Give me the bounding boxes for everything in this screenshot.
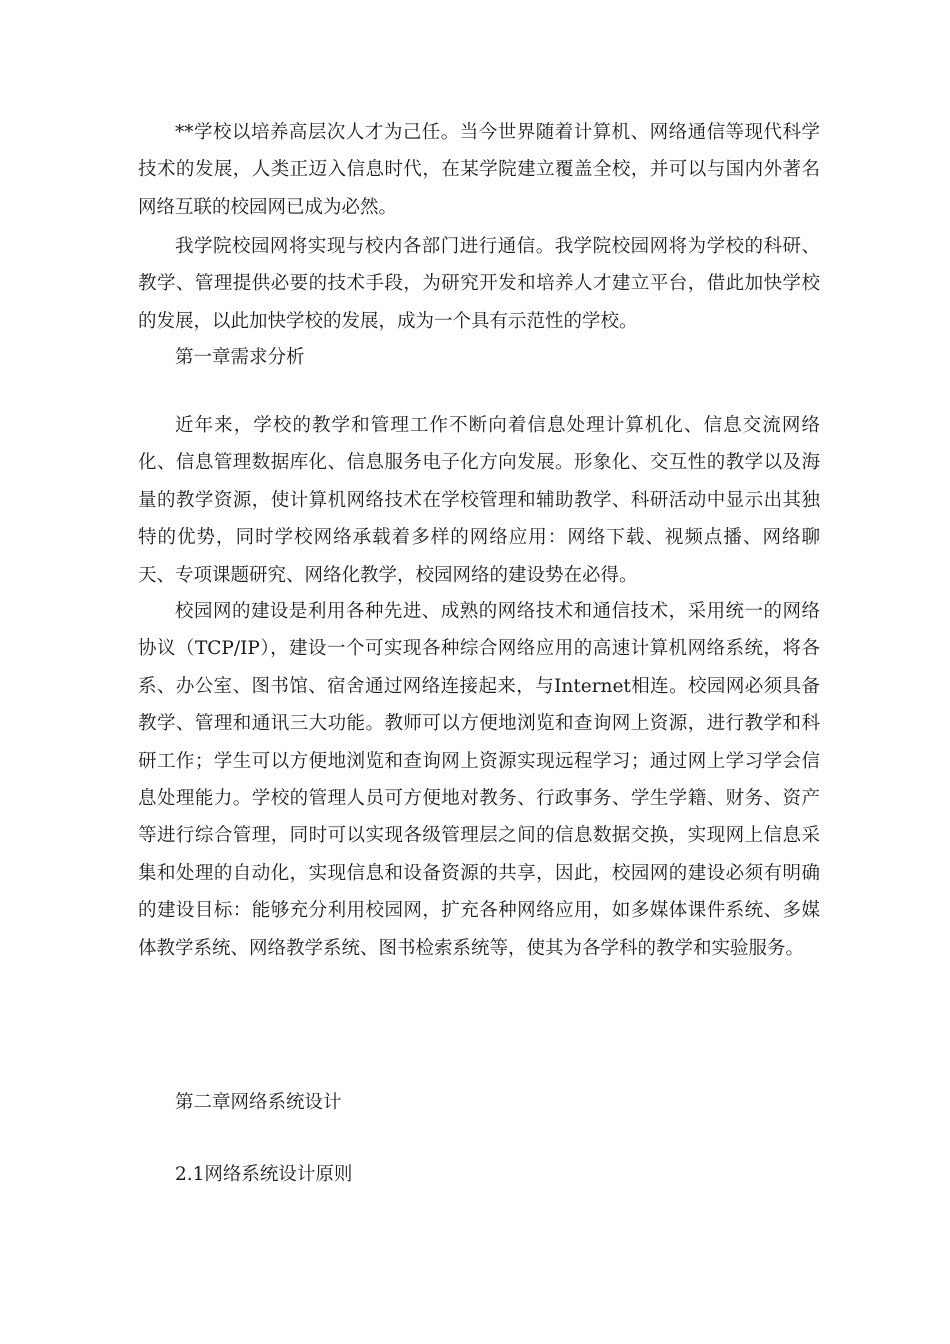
campus-network-paragraph: 我学院校园网将实现与校内各部门进行通信。我学院校园网将为学校的科研、教学、管理提供必要的技术手段，为研究开发和培养人才建立平台，借此加快学校的发展，以此加快学校的发展，成为一个具有示范性的学校。 xyxy=(138,236,820,332)
section-2-1-heading: 2.1网络系统设计原则 xyxy=(175,1164,353,1185)
chapter-2-heading: 第二章网络系统设计 xyxy=(175,1092,342,1113)
requirements-paragraph: 近年来，学校的教学和管理工作不断向着信息处理计算机化、信息交流网络化、信息管理数据库化、信息服务电子化方向发展。形象化、交互性的教学以及海量的教学资源，使计算机网络技术在学校管理和辅助教学、科研活动中显示出其独特的优势，同时学校网络承载着多样的网络应用：网络下载、视频点播、网络聊天、专项课题研究、网络化教学，校园网络的建设势在必得。 xyxy=(138,415,820,586)
intro-paragraph: **学校以培养高层次人才为己任。当今世界随着计算机、网络通信等现代科学技术的发展，人类正迈入信息时代，在某学院建立覆盖全校，并可以与国内外著名网络互联的校园网已成为必然。 xyxy=(138,122,820,218)
network-construction-paragraph: 校园网的建设是利用各种先进、成熟的网络技术和通信技术，采用统一的网络协议（TCP/IP），建设一个可实现各种综合网络应用的高速计算机网络系统，将各系、办公室、图书馆、宿舍通过网络连接起来，与Internet相连。校园网必须具备教学、管理和通讯三大功能。教师可以方便地浏览和查询网上资源，进行教学和科研工作；学生可以方便地浏览和查询网上资源实现远程学习；通过网上学习学会信息处理能力。学校的管理人员可方便地对教务、行政事务、学生学籍、财务、资产等进行综合管理，同时可以实现各级管理层之间的信息数据交换，实现网上信息采集和处理的自动化，实现信息和设备资源的共享，因此，校园网的建设必须有明确的建设目标：能够充分利用校园网，扩充各种网络应用，如多媒体课件系统、多媒体教学系统、网络教学系统、图书检索系统等，使其为各学科的教学和实验服务。 xyxy=(138,601,820,959)
chapter-1-heading: 第一章需求分析 xyxy=(175,347,305,368)
